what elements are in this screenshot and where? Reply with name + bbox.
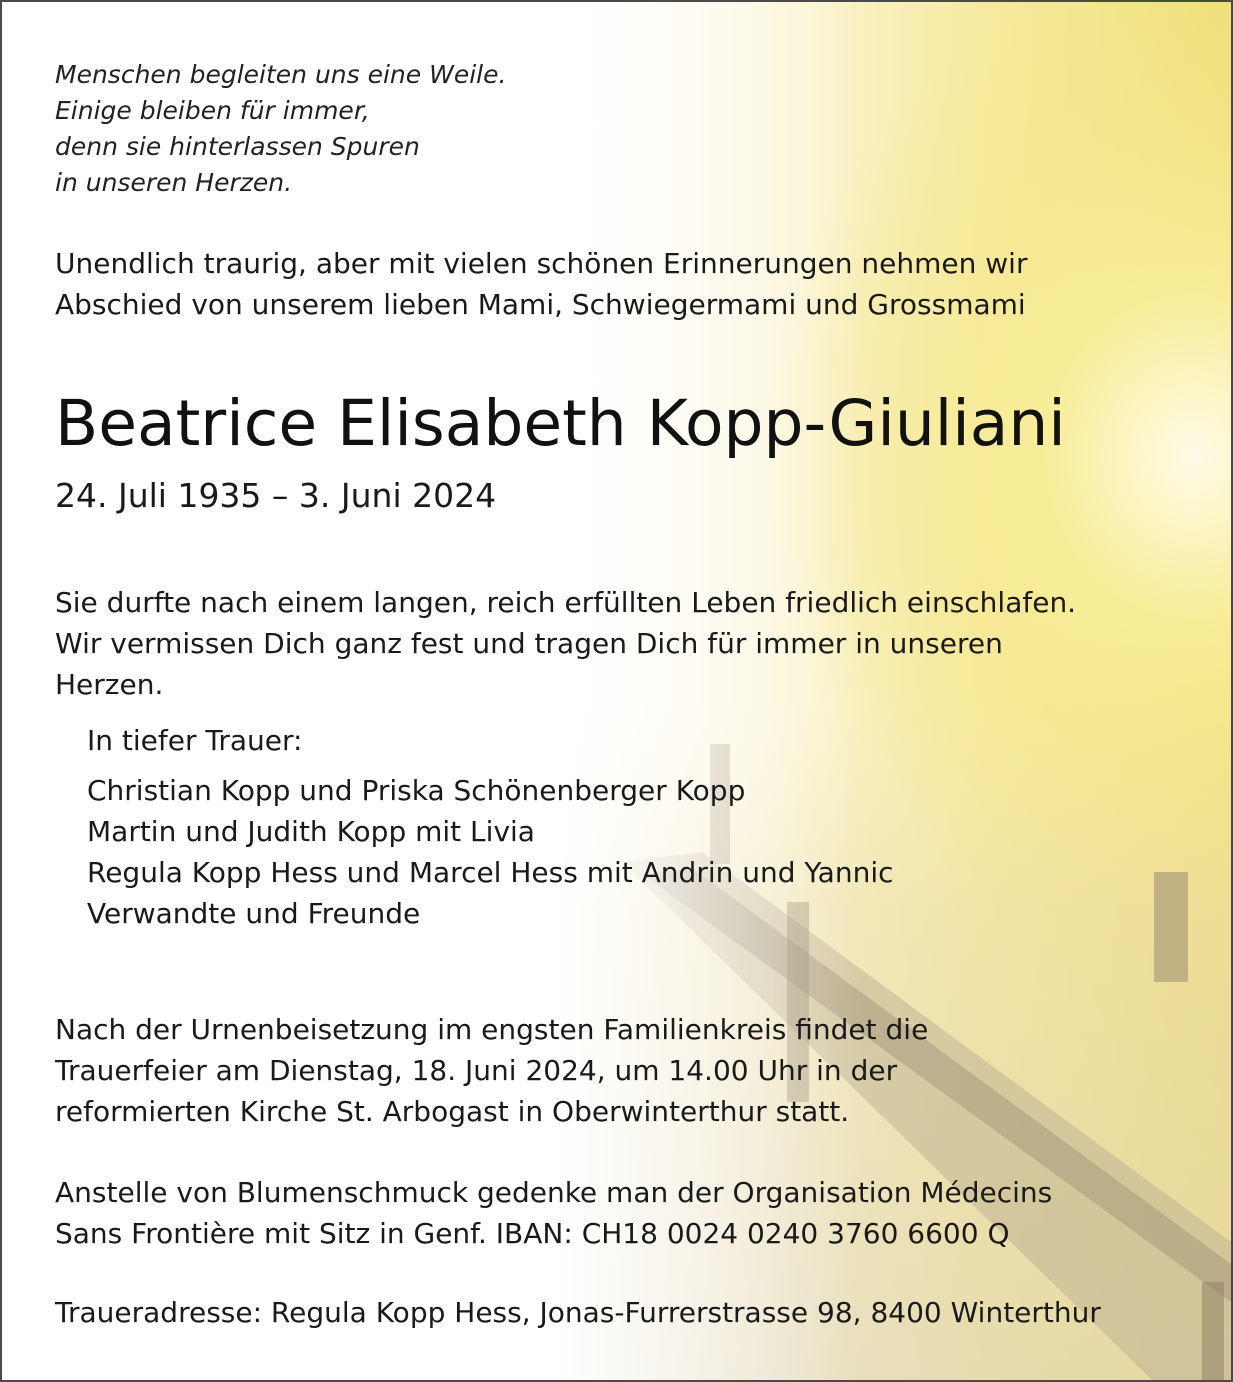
message-line: Sie durfte nach einem langen, reich erfüllten Leben friedlich einschlafen.	[55, 586, 1077, 619]
motto-poem	[55, 57, 506, 201]
service-line: reformierten Kirche St. Arbogast in Oberwinterthur statt.	[55, 1095, 850, 1128]
service-line: Nach der Urnenbeisetzung im engsten Familienkreis findet die	[55, 1013, 929, 1046]
message-line: Wir vermissen Dich ganz fest und tragen Dich für immer in unseren	[55, 627, 1003, 660]
mourner-entry: Regula Kopp Hess und Marcel Hess mit Andrin und Yannic	[87, 856, 894, 889]
donation-line: Sans Frontière mit Sitz in Genf. IBAN: CH18 0024 0240 3760 6600 Q	[55, 1217, 1010, 1250]
message-line: Herzen.	[55, 668, 164, 701]
motto-line: in unseren Herzen.	[55, 168, 293, 197]
motto-line: Menschen begleiten uns eine Weile.	[55, 60, 507, 89]
motto-line: Einige bleiben für immer,	[55, 96, 370, 125]
service-info	[55, 1009, 928, 1132]
intro-line: Abschied von unserem lieben Mami, Schwiegermami und Grossmami	[55, 288, 1026, 321]
service-line: Trauerfeier am Dienstag, 18. Juni 2024, um 14.00 Uhr in der	[55, 1054, 898, 1087]
deceased-name: Beatrice Elisabeth Kopp-Giuliani	[55, 387, 1066, 460]
farewell-message	[55, 582, 1076, 705]
mourner-entry: Christian Kopp und Priska Schönenberger Kopp	[87, 774, 746, 807]
mourner-entry: Martin und Judith Kopp mit Livia	[87, 815, 535, 848]
intro-text	[55, 243, 1027, 325]
mourner-entry: Verwandte und Freunde	[87, 897, 421, 930]
donation-info	[55, 1172, 1052, 1254]
life-dates: 24. Juli 1935 – 3. Juni 2024	[55, 476, 497, 515]
mourners-list	[87, 720, 894, 934]
motto-line: denn sie hinterlassen Spuren	[55, 132, 420, 161]
mourners-label: In tiefer Trauer:	[87, 724, 303, 757]
intro-line: Unendlich traurig, aber mit vielen schönen Erinnerungen nehmen wir	[55, 247, 1028, 280]
mourning-address: Traueradresse: Regula Kopp Hess, Jonas-Furrerstrasse 98, 8400 Winterthur	[55, 1296, 1101, 1329]
donation-line: Anstelle von Blumenschmuck gedenke man der Organisation Médecins	[55, 1176, 1053, 1209]
